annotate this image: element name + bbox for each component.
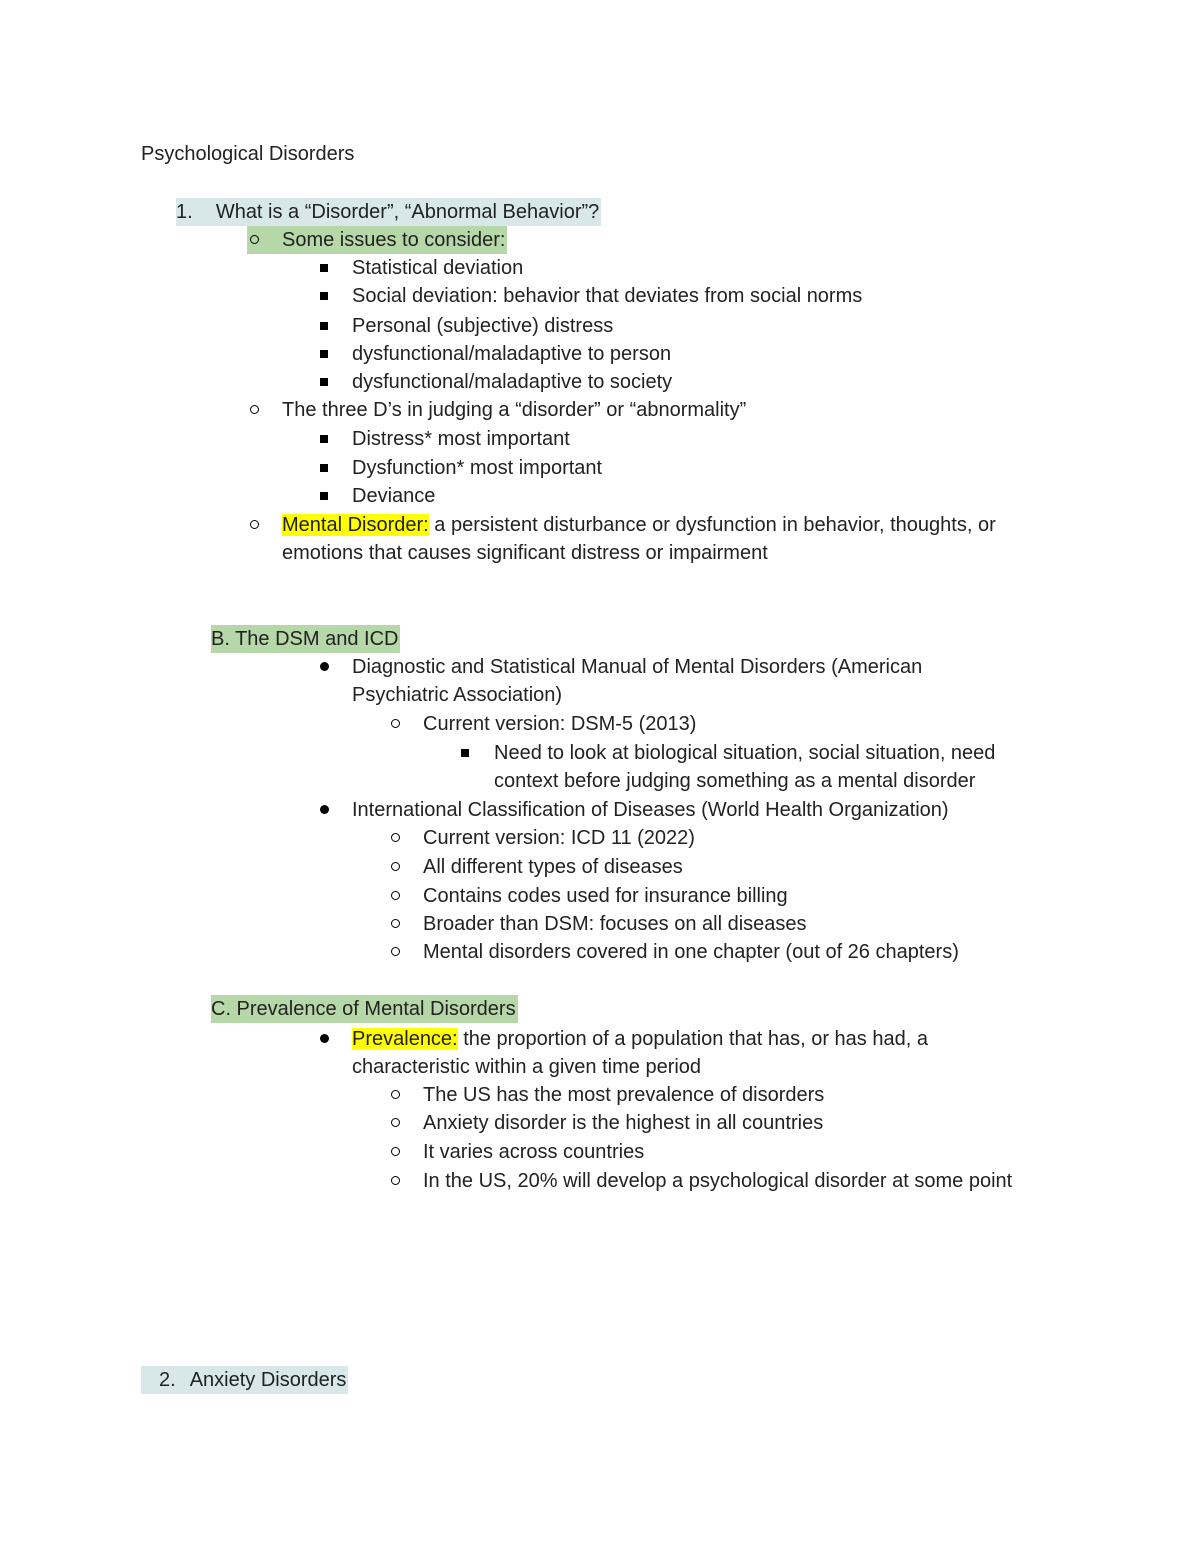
issues-label: [247, 226, 507, 254]
section-c-heading: C. Prevalence of Mental Disorders: [211, 995, 518, 1023]
square-bullet-icon: [455, 739, 475, 767]
square-bullet-icon: [314, 282, 334, 310]
circle-bullet-icon: [385, 1081, 405, 1109]
circle-bullet-icon: [385, 882, 405, 910]
list-item: Social deviation: behavior that deviates from social norms: [352, 285, 863, 307]
circle-bullet-icon: [244, 396, 264, 424]
prevalence-term: Prevalence:: [352, 1028, 458, 1050]
dsm-note-line-2: context before judging something as a mental disorder: [494, 770, 976, 792]
list-item: Deviance: [352, 485, 436, 507]
section-1-heading: [176, 198, 601, 226]
section-1-number: 1.: [176, 201, 193, 223]
dsm-version: Current version: DSM-5 (2013): [423, 713, 697, 735]
mental-disorder-term: Mental Disorder:: [282, 514, 429, 536]
circle-bullet-icon: [244, 226, 264, 254]
circle-bullet-icon: [385, 853, 405, 881]
square-bullet-icon: [314, 482, 334, 510]
dsm-line-1: Diagnostic and Statistical Manual of Mental Disorders (American: [352, 656, 923, 678]
list-item: Statistical deviation: [352, 257, 524, 279]
list-item: All different types of diseases: [423, 856, 683, 878]
prevalence-definition: [352, 1025, 928, 1053]
list-item: The US has the most prevalence of disorders: [423, 1084, 825, 1106]
issues-label-text: Some issues to consider:: [282, 229, 506, 251]
circle-bullet-icon: [244, 511, 264, 539]
dsm-note-line-1: Need to look at biological situation, social situation, need: [494, 742, 996, 764]
list-item: In the US, 20% will develop a psychological disorder at some point: [423, 1170, 1013, 1192]
list-item: It varies across countries: [423, 1141, 645, 1163]
circle-bullet-icon: [385, 910, 405, 938]
list-item: Current version: ICD 11 (2022): [423, 827, 695, 849]
circle-bullet-icon: [385, 824, 405, 852]
list-item: Broader than DSM: focuses on all diseases: [423, 913, 807, 935]
circle-bullet-icon: [385, 938, 405, 966]
list-item: Personal (subjective) distress: [352, 315, 614, 337]
square-bullet-icon: [314, 425, 334, 453]
section-2-number: 2.: [159, 1369, 176, 1391]
dot-bullet-icon: [314, 653, 334, 681]
square-bullet-icon: [314, 254, 334, 282]
list-item: dysfunctional/maladaptive to society: [352, 371, 673, 393]
document-title: Psychological Disorders: [141, 143, 355, 165]
mental-disorder-definition: [282, 511, 996, 539]
circle-bullet-icon: [385, 710, 405, 738]
list-item: Dysfunction* most important: [352, 457, 603, 479]
list-item: Contains codes used for insurance billing: [423, 885, 788, 907]
section-b-heading: B. The DSM and ICD: [211, 625, 400, 653]
square-bullet-icon: [314, 312, 334, 340]
list-item: dysfunctional/maladaptive to person: [352, 343, 672, 365]
dot-bullet-icon: [314, 796, 334, 824]
square-bullet-icon: [314, 454, 334, 482]
three-ds-label: The three D’s in judging a “disorder” or “abnormality”: [282, 399, 747, 421]
icd-line: International Classification of Diseases (World Health Organization): [352, 799, 949, 821]
dsm-line-2: Psychiatric Association): [352, 684, 563, 706]
dot-bullet-icon: [314, 1025, 334, 1053]
section-2-title: Anxiety Disorders: [189, 1369, 347, 1391]
prevalence-def-line-1: the proportion of a population that has, or has had, a: [463, 1028, 928, 1050]
mental-disorder-def-line-1: a persistent disturbance or dysfunction in behavior, thoughts, or: [434, 514, 996, 536]
square-bullet-icon: [314, 340, 334, 368]
circle-bullet-icon: [385, 1138, 405, 1166]
mental-disorder-def-line-2: emotions that causes significant distress or impairment: [282, 542, 768, 564]
list-item: Mental disorders covered in one chapter (out of 26 chapters): [423, 941, 959, 963]
square-bullet-icon: [314, 368, 334, 396]
circle-bullet-icon: [385, 1167, 405, 1195]
prevalence-def-line-2: characteristic within a given time period: [352, 1056, 702, 1078]
list-item: Anxiety disorder is the highest in all countries: [423, 1112, 824, 1134]
circle-bullet-icon: [385, 1109, 405, 1137]
section-2-heading: [141, 1366, 348, 1394]
section-1-title: What is a “Disorder”, “Abnormal Behavior”?: [215, 201, 600, 223]
list-item: Distress* most important: [352, 428, 570, 450]
